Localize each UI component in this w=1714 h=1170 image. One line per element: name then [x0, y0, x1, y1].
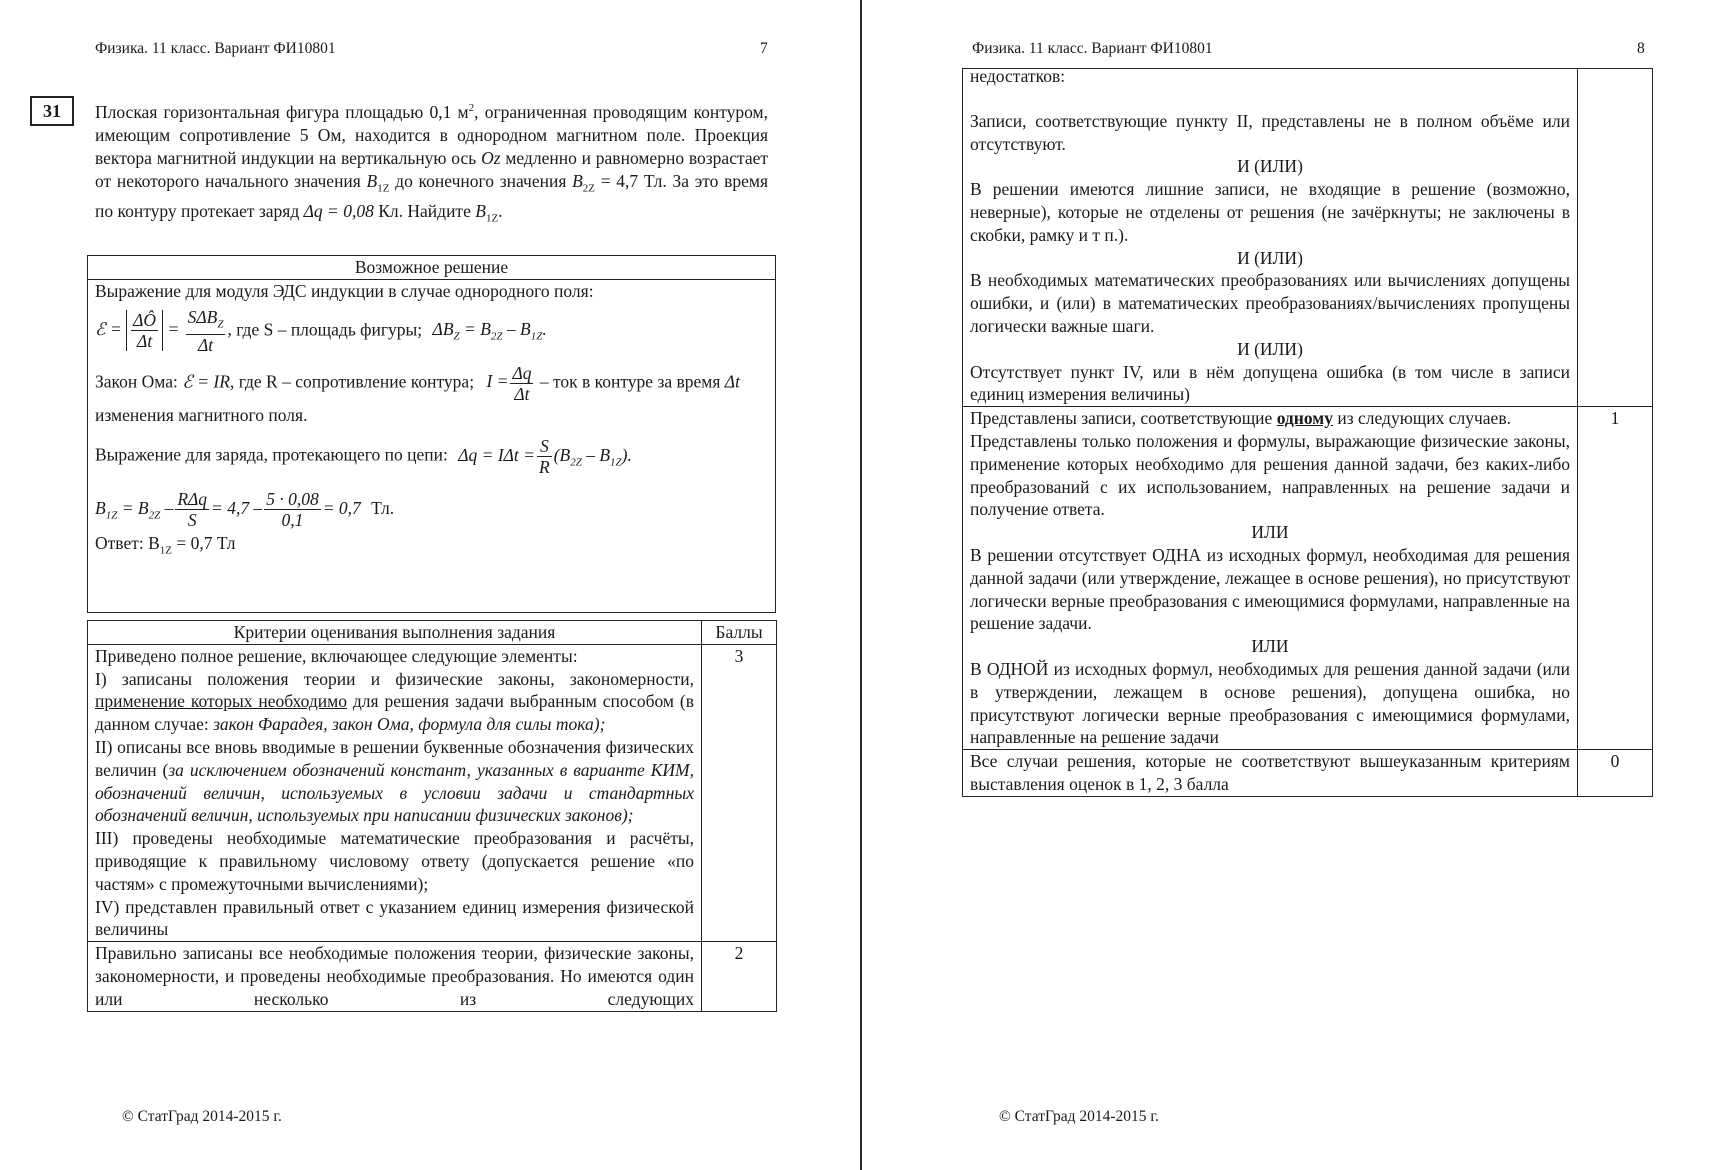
criteria-row-2: Правильно записаны все необходимые положения теории, физические законы, закономерности, и проведены необходимые преобразования. Но имеются один или несколько из следующих [88, 942, 702, 1011]
page-footer: © СтатГрад 2014-2015 г. [999, 1108, 1159, 1125]
emf-formula: ℰ = $\frac{\Delta Ô}{\Delta t}$ = $\frac{S\Delta B_Z}{\Delta t}$ , где S – площадь фигуры; $\Delta B_Z = B_{2Z} - B_{1Z}$. [95, 306, 547, 356]
page-footer: © СтатГрад 2014-2015 г. [122, 1108, 282, 1125]
score-2-continued [1578, 69, 1653, 407]
solution-header: Возможное решение [88, 256, 776, 280]
criteria-row-3: Приведено полное решение, включающее следующие элементы: I) записаны положения теории и физические законы, закономерности, применение которых необходимо для решения задачи выбранным способом (в данном случае: закон Фарадея, закон Ома, формула для силы тока); II) описаны все вновь вводимые в решении буквенные обозначения физических величин (за исключением обозначений констант, указанных в варианте КИМ, обозначений величин, используемых в условии задачи и стандартных обозначений величин, используемых при написании физических законов); III) проведены необходимые математические преобразования и расчёты, приводящие к правильному числовому ответу (допускается решение «по частям» с промежуточными вычислениями); IV) представлен правильный ответ с указанием единиц измерения физической величины [88, 644, 702, 941]
criteria-table [87, 620, 777, 1012]
criteria-row-1: Представлены записи, соответствующие одному из следующих случаев. Представлены только положения и формулы, выражающие физические законы, применение которых необходимо для решения данной задачи, без каких-либо преобразований с их использованием, направленных на решение задачи и получение ответа. ИЛИ В решении отсутствует ОДНА из исходных формул, необходимая для решения данной задачи (или утверждение, лежащее в основе решения), но присутствуют логически верные преобразования с имеющимися формулами, направленные на решение задачи. ИЛИ В ОДНОЙ из исходных формул, необходимых для решения данной задачи (или в утверждении, лежащем в основе решения), допущена ошибка, но присутствуют логически верные преобразования с имеющимися формулами, направленные на решение задачи [963, 407, 1578, 750]
task-number-box: 31 [30, 96, 74, 126]
solution-table [87, 255, 776, 613]
calculation: $B_{1Z} = B_{2Z}$ – $\frac{\text{RΔq}}{S}$ = 4,7 – $\frac{5 \cdot 0,08}{0,1}$ = 0,7 Тл. [95, 489, 395, 531]
task-statement: Плоская горизонтальная фигура площадью 0,1 $м^2$, ограниченная проводящим контуром, имеющим сопротивление 5 Ом, находится в однородном магнитном поле. Проекция вектора магнитной индукции на вертикальную ось Oz медленно и равномерно возрастает от некоторого начального значения $B_{1Z}$ до конечного значения $B_{2Z} = 4,7$ Тл. За это время по контуру протекает заряд Δq = 0,08 Кл. Найдите $B_{1Z}$. [95, 101, 769, 225]
page-header: Физика. 11 класс. Вариант ФИ10801 [95, 40, 336, 57]
page-number: 8 [1637, 40, 1645, 57]
solution-body [88, 279, 776, 612]
score-1: 1 [1578, 407, 1653, 750]
page-header: Физика. 11 класс. Вариант ФИ10801 [972, 40, 1213, 57]
emf-intro: Выражение для модуля ЭДС индукции в случае однородного поля: [95, 280, 594, 301]
charge-expression: Выражение для заряда, протекающего по цепи: Δq = IΔt = $\frac{S}{R}$ $(B_{2Z} - B_{1Z})$. [95, 436, 632, 478]
ohm-law: Закон Ома: ℰ = IR, где R – сопротивление контура; I = $\frac{\Delta q}{\Delta t}$ – ток в контуре за время Δt изменения магнитного поля. [95, 362, 740, 425]
score-3: 3 [702, 644, 777, 941]
criteria-row-0: Все случаи решения, которые не соответствуют вышеуказанным критериям выставления оценок в 1, 2, 3 балла [963, 750, 1578, 797]
score-2: 2 [702, 942, 777, 1011]
criteria-table-continued [962, 68, 1653, 797]
score-header: Баллы [702, 621, 777, 645]
criteria-row-2-continued: недостатков: Записи, соответствующие пункту II, представлены не в полном объёме или отсутствуют. И (ИЛИ) В решении имеются лишние записи, не входящие в решение (возможно, неверные), которые не отделены от решения (не зачёркнуты; не заключены в скобки, рамку и т п.). И (ИЛИ) В необходимых математических преобразованиях или вычислениях допущены ошибки, и (или) в математических преобразованиях/вычислениях пропущены логически важные шаги. И (ИЛИ) Отсутствует пункт IV, или в нём допущена ошибка (в том числе в записи единиц измерения величины) [963, 69, 1578, 407]
answer: Ответ: $B_{1Z} = 0,7$ Тл [95, 533, 236, 557]
page-number: 7 [760, 40, 768, 57]
criteria-header: Критерии оценивания выполнения задания [88, 621, 702, 645]
score-0: 0 [1578, 750, 1653, 797]
